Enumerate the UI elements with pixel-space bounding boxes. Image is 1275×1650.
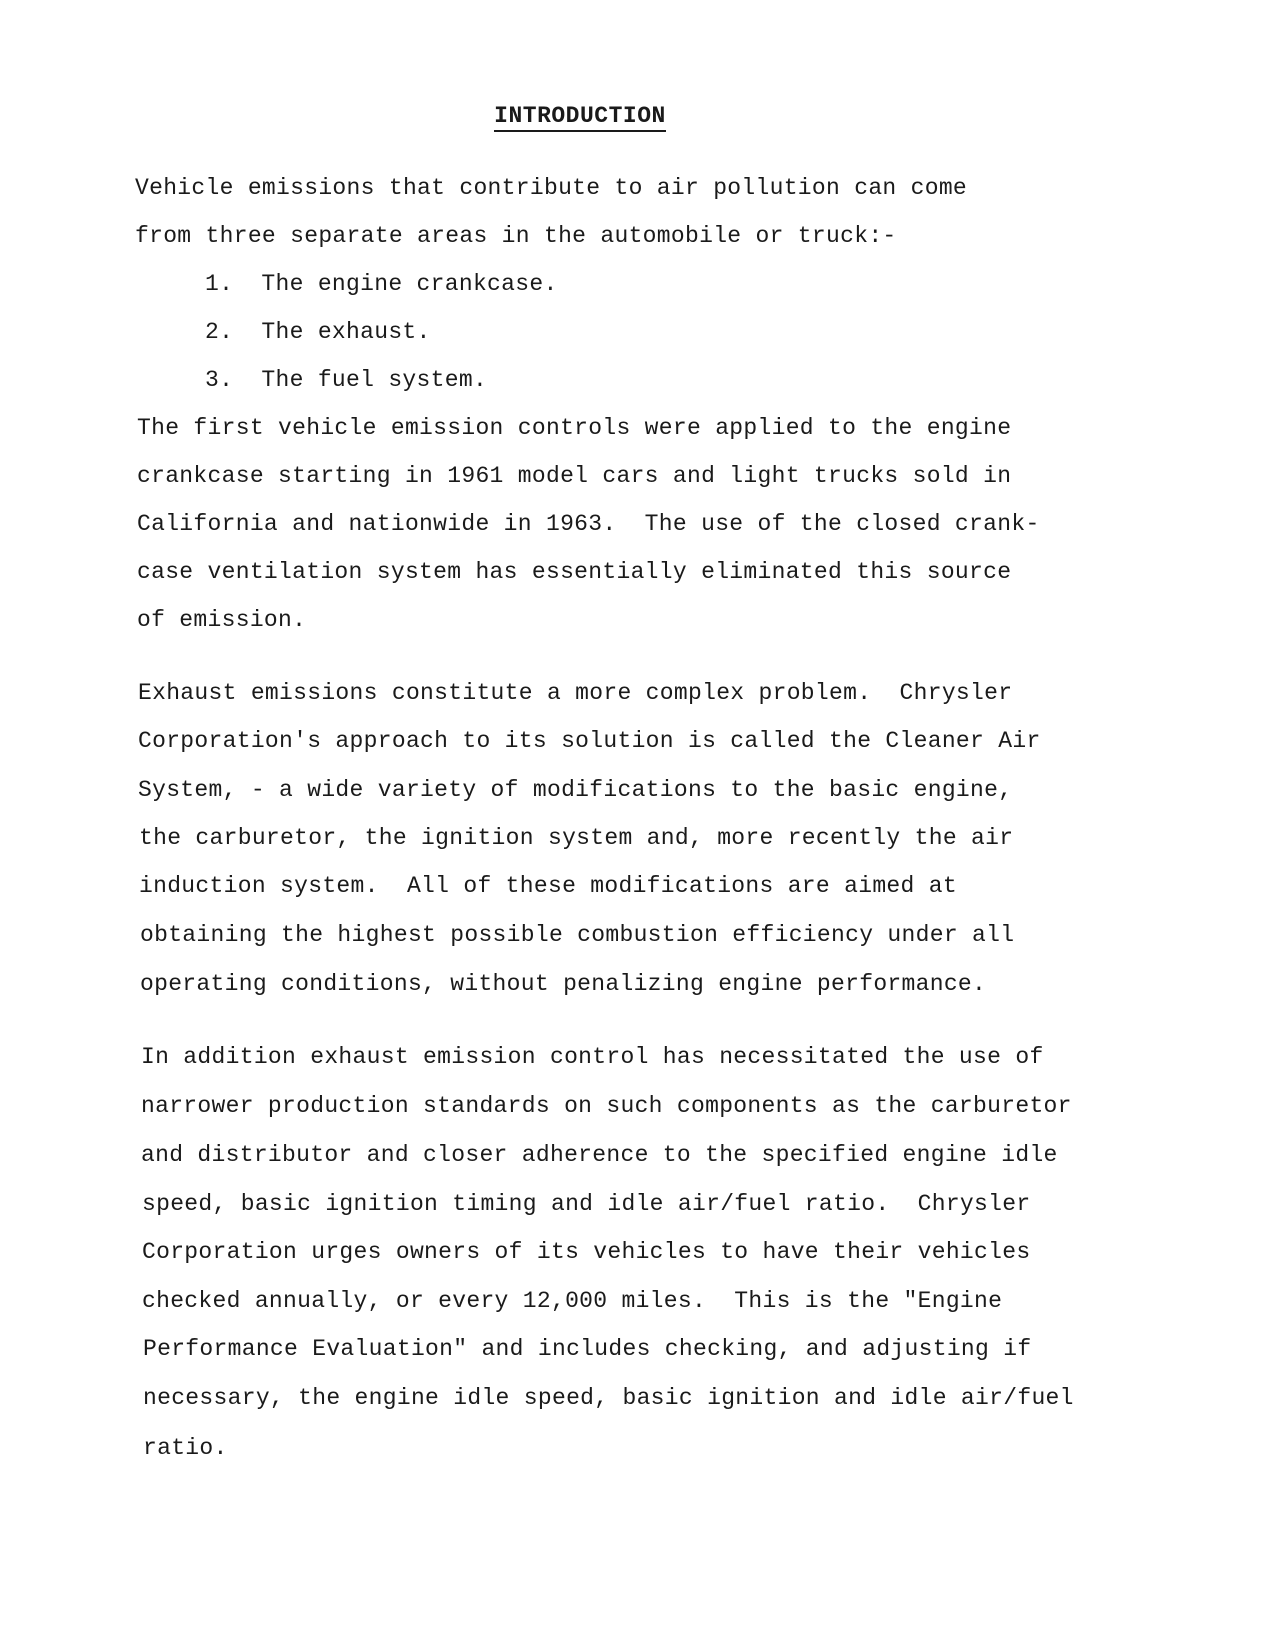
paragraph-4-line-4: speed, basic ignition timing and idle air/fuel ratio. Chrysler [142, 1191, 1031, 1217]
paragraph-2-line-2: crankcase starting in 1961 model cars and light trucks sold in [137, 463, 1012, 489]
paragraph-1-line-1: Vehicle emissions that contribute to air pollution can come [135, 175, 968, 201]
paragraph-4-line-8: necessary, the engine idle speed, basic ignition and idle air/fuel [143, 1385, 1074, 1411]
paragraph-4-line-7: Performance Evaluation" and includes checking, and adjusting if [143, 1336, 1032, 1362]
paragraph-2-line-1: The first vehicle emission controls were applied to the engine [137, 415, 1012, 441]
paragraph-3-line-2: Corporation's approach to its solution is called the Cleaner Air [138, 728, 1041, 754]
paragraph-3-line-3: System, - a wide variety of modifications to the basic engine, [138, 777, 1013, 803]
paragraph-4-line-1: In addition exhaust emission control has necessitated the use of [141, 1044, 1044, 1070]
paragraph-4-line-3: and distributor and closer adherence to the specified engine idle [141, 1142, 1058, 1168]
paragraph-4-line-5: Corporation urges owners of its vehicles to have their vehicles [142, 1239, 1031, 1265]
paragraph-2-line-3: California and nationwide in 1963. The use of the closed crank- [137, 511, 1040, 537]
paragraph-3-line-5: induction system. All of these modifications are aimed at [139, 873, 957, 899]
paragraph-3-line-7: operating conditions, without penalizing engine performance. [140, 971, 987, 997]
list-item-2: 2. The exhaust. [205, 319, 431, 345]
paragraph-4-line-2: narrower production standards on such components as the carburetor [141, 1093, 1072, 1119]
paragraph-3-line-6: obtaining the highest possible combustion efficiency under all [140, 922, 1015, 948]
paragraph-4-line-9: ratio. [143, 1435, 228, 1461]
list-item-1: 1. The engine crankcase. [205, 271, 558, 297]
paragraph-3-line-1: Exhaust emissions constitute a more complex problem. Chrysler [138, 680, 1013, 706]
page-title [0, 103, 1275, 132]
paragraph-1-line-2: from three separate areas in the automobile or truck:- [135, 223, 897, 249]
paragraph-2-line-4: case ventilation system has essentially eliminated this source [137, 559, 1012, 585]
page-title-text: INTRODUCTION [494, 103, 666, 132]
paragraph-2-line-5: of emission. [137, 607, 307, 633]
list-item-3: 3. The fuel system. [205, 367, 488, 393]
paragraph-3-line-4: the carburetor, the ignition system and, more recently the air [139, 825, 1014, 851]
paragraph-4-line-6: checked annually, or every 12,000 miles. This is the "Engine [142, 1288, 1003, 1314]
